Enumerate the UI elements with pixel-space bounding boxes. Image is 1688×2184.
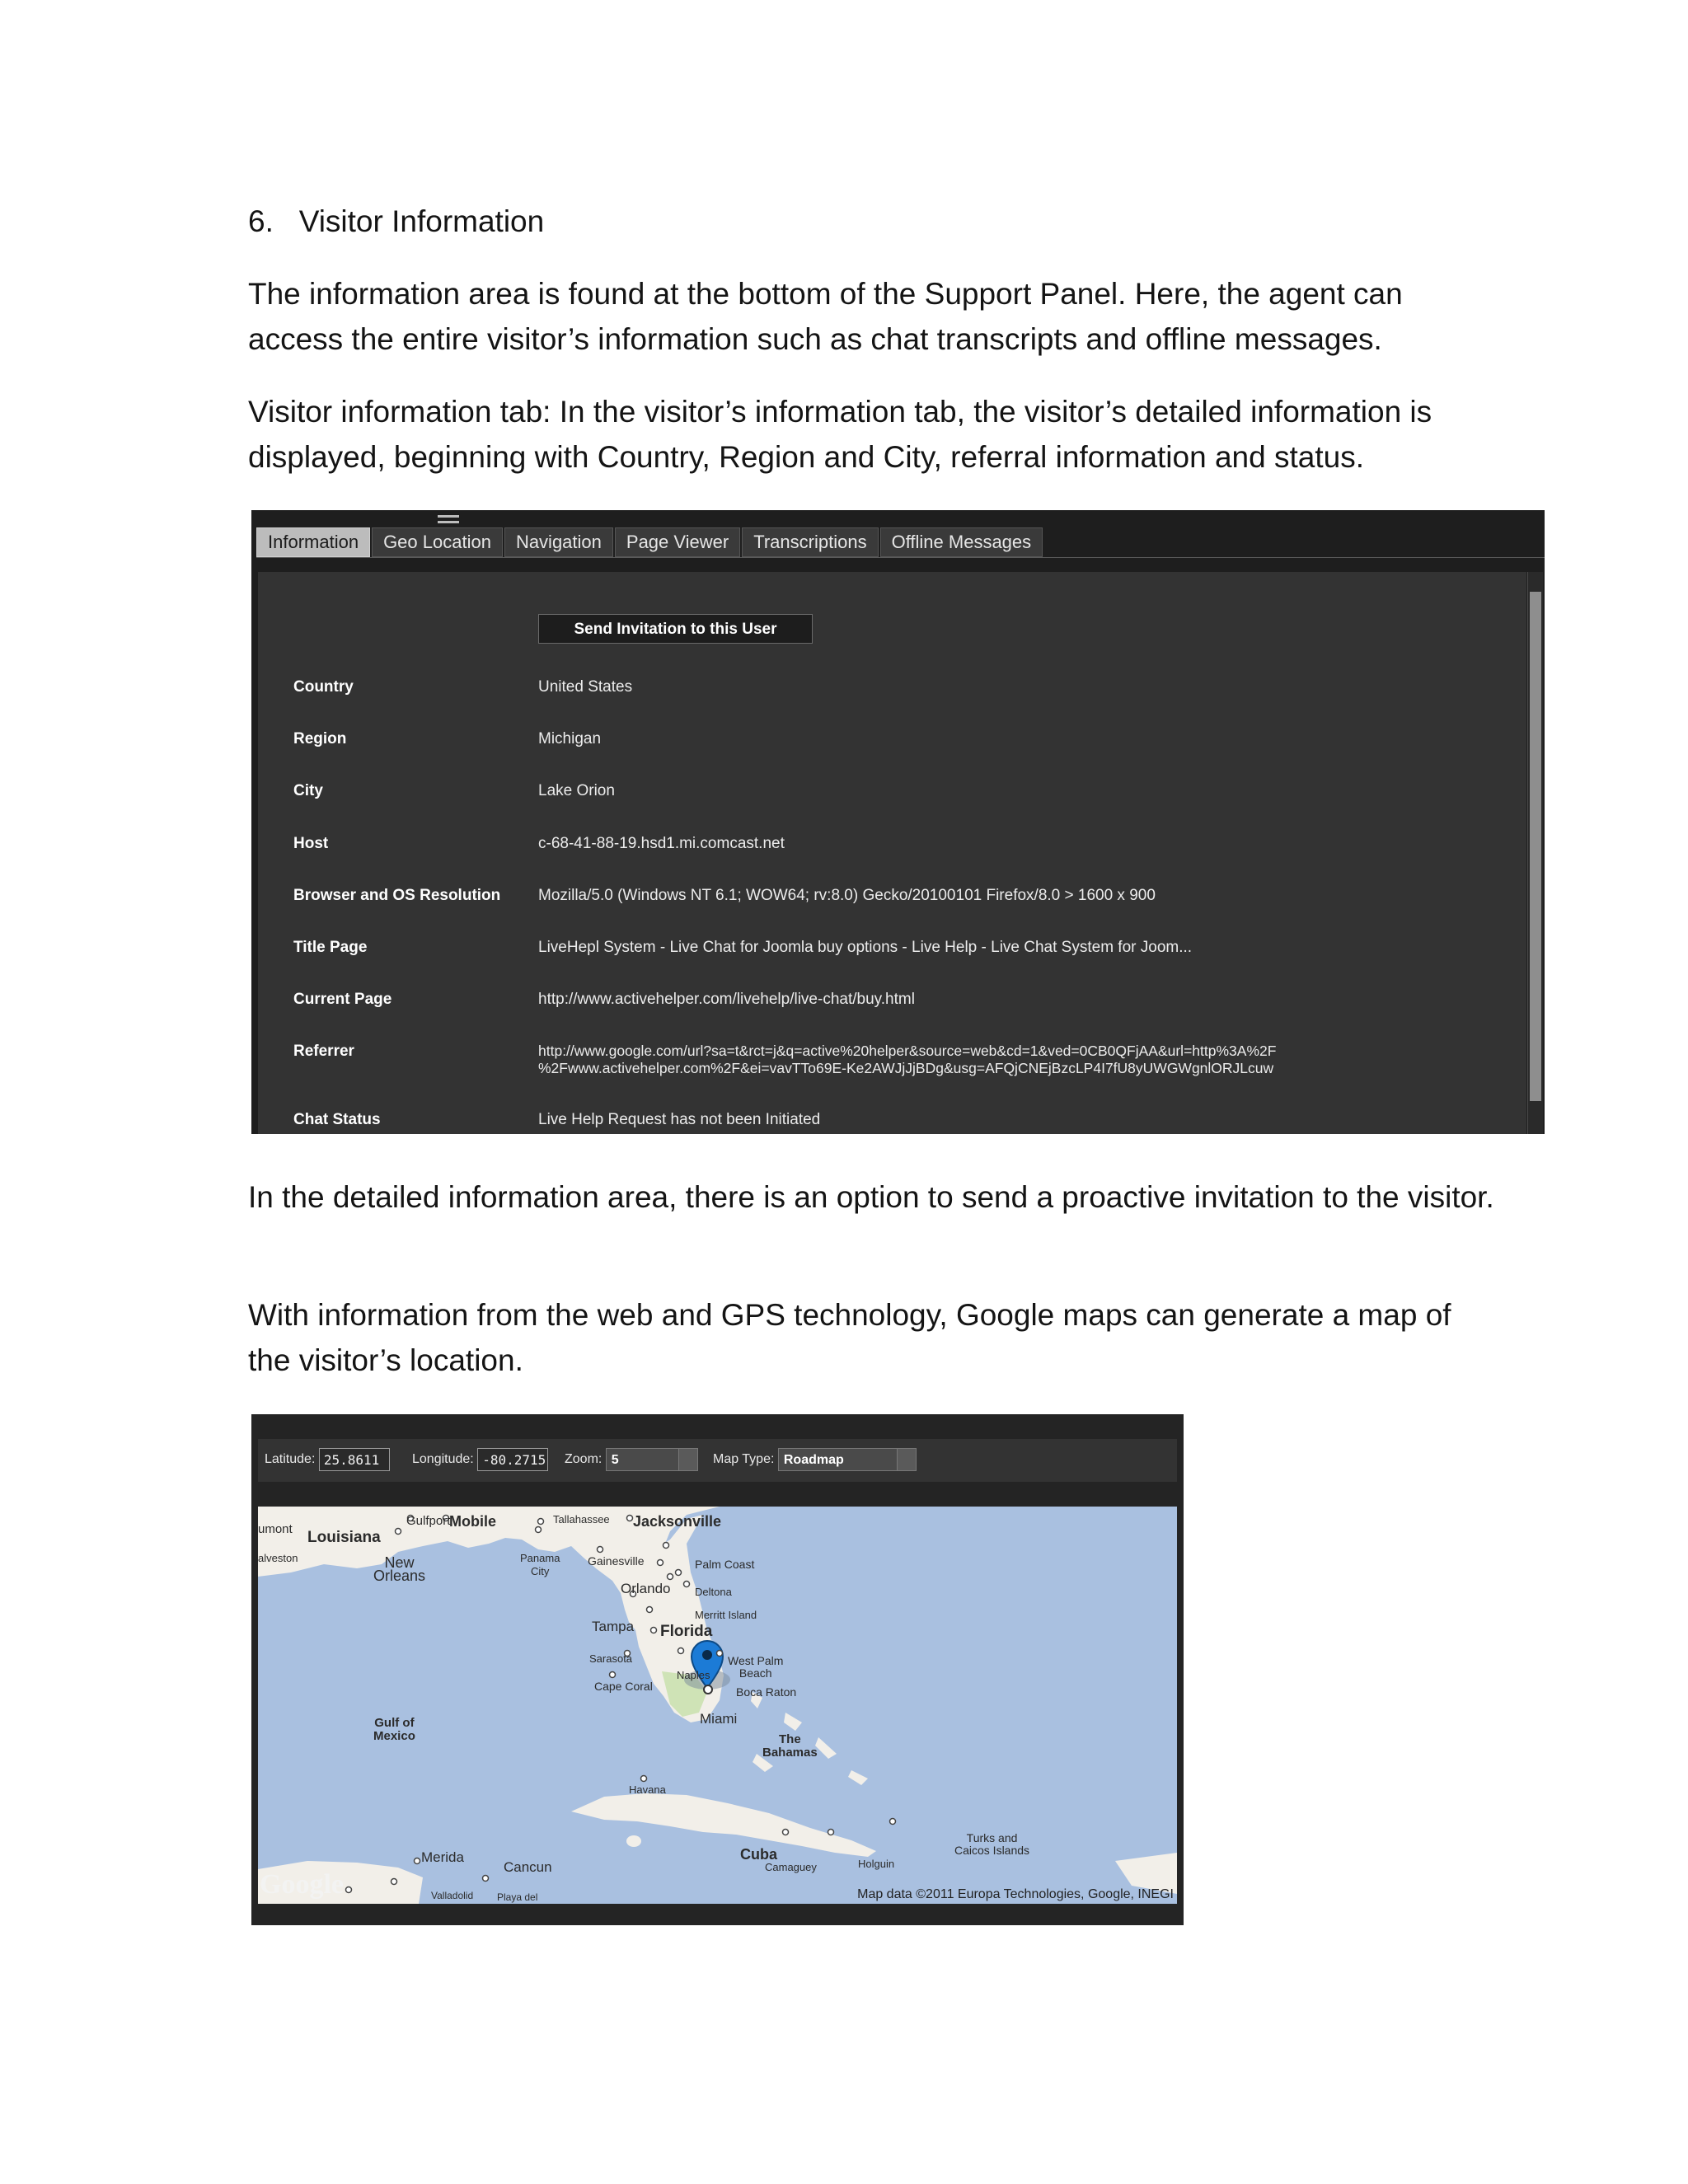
info-row-host (258, 829, 1526, 859)
map-label-gulf-of-mexico: Gulf of Mexico (373, 1716, 415, 1743)
row-label: Host (293, 835, 329, 852)
row-value: Live Help Request has not been Initiated (538, 1111, 821, 1128)
map-label-west-palm-beach: West Palm Beach (728, 1654, 784, 1680)
paragraph-1-text: The information area is found at the bottom of the Support Panel. Here, the agent can access the entire visitor’s information such as chat transcripts and offline messages. (248, 277, 1403, 356)
geo-location-panel (251, 1414, 1184, 1925)
paragraph-4 (248, 1292, 1501, 1383)
zoom-value: 5 (611, 1452, 619, 1467)
longitude-field[interactable]: -80.2715 (477, 1448, 548, 1471)
map-label-deltona: Deltona (695, 1586, 732, 1598)
map-label-palm-coast: Palm Coast (695, 1558, 755, 1571)
paragraph-3 (248, 1174, 1501, 1220)
map-type-label: Map Type: (713, 1452, 775, 1466)
row-value[interactable]: http://www.google.com/url?sa=t&rct=j&q=active%20helper&source=web&cd=1&ved=0CB0QFjAA&url=http%3A%2F %2Fwww.activehelper.com%2F&ei=vavTTo69E-Ke2AWJjJjBDg&usg=AFQjCNEjBzcLP4I7fU8yUWGWgnlORJLcuw (538, 1043, 1277, 1076)
map-label-boca-raton: Boca Raton (736, 1685, 797, 1699)
map-label-tampa: Tampa (592, 1619, 635, 1634)
row-value: Lake Orion (538, 782, 615, 799)
info-body (258, 572, 1526, 1134)
map-label-havana: Havana (629, 1783, 666, 1796)
scrollbar[interactable] (1527, 572, 1543, 1134)
map-label-turks-caicos: Turks and Caicos Islands (954, 1831, 1030, 1857)
chevron-down-icon (897, 1449, 916, 1470)
section-heading-text: 6. Visitor Information (248, 204, 545, 238)
drag-handle-icon[interactable] (438, 515, 459, 523)
map-label-sarasota: Sarasota (589, 1652, 633, 1665)
chevron-down-icon (678, 1449, 697, 1470)
send-invitation-button[interactable]: Send Invitation to this User (538, 614, 813, 644)
paragraph-2-text: Visitor information tab: In the visitor’s information tab, the visitor’s detailed information is displayed, beginning with Country, Region and City, referral information and status. (248, 395, 1432, 474)
map-label-mobile: Mobile (449, 1513, 496, 1530)
tab-bar (256, 527, 1044, 557)
row-label: Chat Status (293, 1111, 381, 1128)
row-value: LiveHepl System - Live Chat for Joomla buy options - Live Help - Live Chat System for Joom... (538, 939, 1193, 956)
row-label: Country (293, 678, 354, 696)
map-label-umont: umont (258, 1522, 293, 1536)
section-heading (248, 199, 1501, 244)
map-label-merida: Merida (421, 1849, 464, 1865)
map-label-tallahassee: Tallahassee (553, 1513, 610, 1526)
paragraph-1 (248, 271, 1501, 362)
map-label-jacksonville: Jacksonville (633, 1513, 722, 1530)
row-label: Referrer (293, 1043, 354, 1060)
longitude-group (412, 1447, 548, 1472)
map-label-galveston: alveston (258, 1552, 298, 1564)
map-toolbar (258, 1439, 1177, 1482)
paragraph-3-text: In the detailed information area, there is an option to send a proactive invitation to the visitor. (248, 1180, 1494, 1214)
row-label: Browser and OS Resolution (293, 887, 501, 904)
visitor-info-panel (251, 510, 1545, 1134)
latitude-label: Latitude: (265, 1452, 316, 1466)
tab-geo-location[interactable]: Geo Location (372, 527, 503, 557)
map-type-select[interactable] (778, 1448, 917, 1471)
tab-offline-messages[interactable]: Offline Messages (880, 527, 1043, 557)
info-row-browser (258, 881, 1526, 911)
tab-transcriptions[interactable]: Transcriptions (742, 527, 878, 557)
info-row-referrer (258, 1037, 1526, 1078)
map-label-holguin: Holguin (858, 1858, 895, 1870)
row-label: City (293, 782, 323, 799)
map-label-valladolid: Valladolid (431, 1890, 474, 1901)
row-label: Region (293, 730, 347, 748)
map-attribution: Map data ©2011 Europa Technologies, Google, INEGI (857, 1887, 1174, 1901)
row-value: Mozilla/5.0 (Windows NT 6.1; WOW64; rv:8.0) Gecko/20100101 Firefox/8.0 > 1600 x 900 (538, 887, 1156, 904)
google-logo: Google (260, 1869, 344, 1900)
map-view[interactable] (258, 1507, 1177, 1904)
info-row-current-page (258, 985, 1526, 1015)
info-row-city (258, 776, 1526, 806)
map-label-orlando: Orlando (621, 1581, 671, 1596)
map-label-naples: Naples (677, 1669, 710, 1681)
paragraph-2 (248, 389, 1501, 480)
map-label-playa: Playa del (497, 1891, 538, 1903)
row-value: c-68-41-88-19.hsd1.mi.comcast.net (538, 835, 785, 852)
map-label-camaguey: Camaguey (765, 1861, 817, 1873)
map-label-new-orleans: New Orleans (373, 1554, 426, 1584)
map-label-cape-coral: Cape Coral (594, 1680, 653, 1693)
info-row-chat-status (258, 1105, 1526, 1134)
map-label-cuba: Cuba (740, 1846, 777, 1863)
info-row-country (258, 673, 1526, 702)
map-label-florida: Florida (660, 1623, 713, 1640)
map-label-cancun: Cancun (504, 1859, 552, 1875)
map-type-value: Roadmap (783, 1452, 844, 1467)
map-type-group (713, 1447, 917, 1472)
row-value: United States (538, 678, 633, 696)
row-label: Title Page (293, 939, 368, 956)
row-label: Current Page (293, 991, 392, 1008)
map-label-the-bahamas: The Bahamas (762, 1732, 818, 1760)
tab-navigation[interactable]: Navigation (504, 527, 613, 557)
map-label-merritt-island: Merritt Island (695, 1609, 757, 1621)
map-label-gainesville: Gainesville (588, 1554, 645, 1568)
zoom-select[interactable] (606, 1448, 698, 1471)
zoom-group (565, 1447, 698, 1472)
row-value: Michigan (538, 730, 602, 748)
scrollbar-thumb[interactable] (1530, 592, 1541, 1101)
longitude-label: Longitude: (412, 1452, 474, 1466)
paragraph-4-text: With information from the web and GPS technology, Google maps can generate a map of the visitor’s location. (248, 1298, 1451, 1377)
info-row-region (258, 724, 1526, 754)
row-value[interactable]: http://www.activehelper.com/livehelp/live-chat/buy.html (538, 991, 915, 1008)
tab-divider (256, 557, 1545, 558)
info-row-title-page (258, 933, 1526, 963)
map-label-panama-city: Panama City (520, 1552, 560, 1577)
latitude-field[interactable]: 25.8611 (319, 1448, 390, 1471)
map-label-gulfport: Gulfport (406, 1514, 451, 1528)
map-label-louisiana: Louisiana (307, 1529, 381, 1546)
tab-page-viewer[interactable]: Page Viewer (615, 527, 740, 557)
tab-information[interactable]: Information (256, 527, 370, 557)
latitude-group (265, 1447, 390, 1472)
zoom-label: Zoom: (565, 1452, 603, 1466)
map-label-miami: Miami (700, 1711, 738, 1727)
